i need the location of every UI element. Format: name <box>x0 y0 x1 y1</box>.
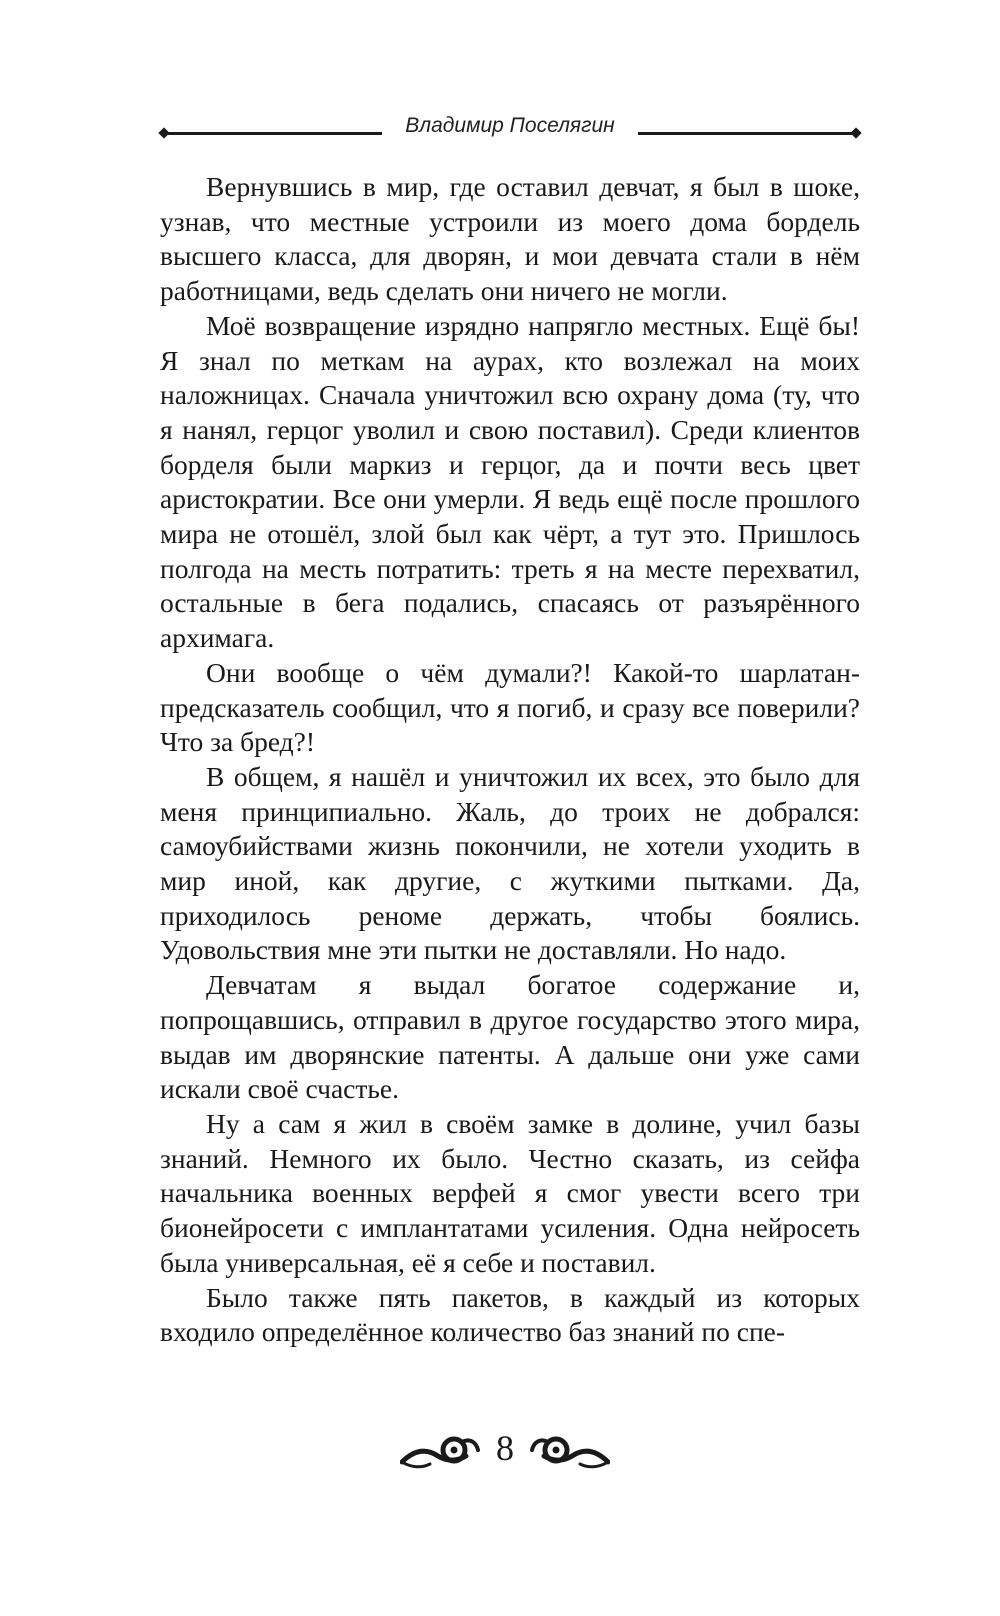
header-rule-right <box>638 132 854 135</box>
running-head-author: Владимир Поселягин <box>405 114 615 137</box>
paragraph: Они вообще о чём думали?! Какой-то шарлатан-предсказатель сообщил, что я погиб, и сразу все поверили? Что за бред?! <box>160 656 860 758</box>
paragraph: Вернувшись в мир, где оставил девчат, я был в шоке, узнав, что местные устроили из моего дома бордель высшего класса, для дворян, и мои девчата стали в нём работницами, ведь сделать они ничего не могли. <box>160 171 860 307</box>
paragraph: Было также пять пакетов, в каждый из которых входило определённое количество баз знаний по спе- <box>160 1281 860 1348</box>
header-rule-left <box>166 132 382 135</box>
body-text <box>160 170 860 1350</box>
page-number: 8 <box>496 1428 514 1468</box>
scroll-ornament-icon <box>530 1428 610 1480</box>
scroll-ornament-icon <box>400 1428 480 1480</box>
paragraph: Моё возвращение изрядно напрягло местных. Ещё бы! Я знал по меткам на аурах, кто возлежал на моих наложницах. Сначала уничтожил всю охрану дома (ту, что я нанял, герцог уволил и свою поставил). Среди клиентов борделя были маркиз и герцог, да и почти весь цвет аристократии. Все они умерли. Я ведь ещё после прошлого мира не отошёл, злой был как чёрт, а тут это. Пришлось полгода на месть потратить: треть я на месте перехватил, остальные в бега подались, спасаясь от разъярённого архимага. <box>160 309 860 654</box>
folio <box>400 1420 610 1490</box>
paragraph: Ну а сам я жил в своём замке в долине, учил базы знаний. Немного их было. Честно сказать, из сейфа начальника военных верфей я смог увести всего три бионейросети с имплантатами усиления. Одна нейросеть была универсальная, её я себе и поставил. <box>160 1107 860 1278</box>
paragraph: Девчатам я выдал богатое содержание и, попрощавшись, отправил в другое государство этого мира, выдав им дворянские патенты. А дальше они уже сами искали своё счастье. <box>160 969 860 1105</box>
running-header <box>160 112 860 148</box>
paragraph: В общем, я нашёл и уничтожил их всех, это было для меня принципиально. Жаль, до троих не добрался: самоубийствами жизнь покончили, не хотели уходить в мир иной, как другие, с жуткими пытками. Да, приходилось реноме держать, чтобы боялись. Удовольствия мне эти пытки не доставляли. Но надо. <box>160 760 860 966</box>
rule-end-diamond <box>850 127 861 138</box>
